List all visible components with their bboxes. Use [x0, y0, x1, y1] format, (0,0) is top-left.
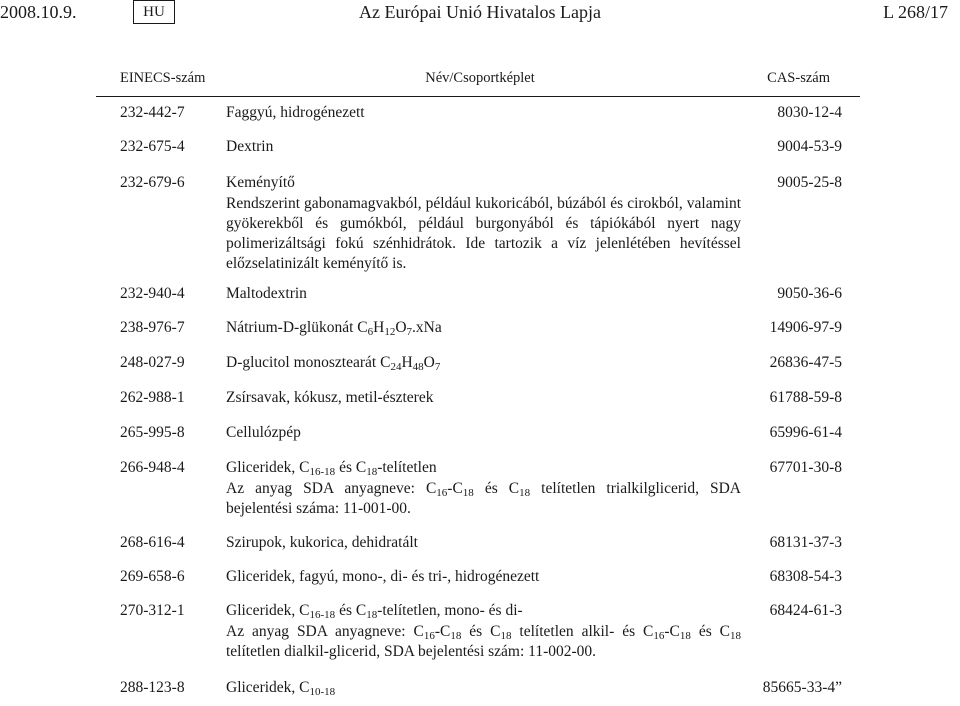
substance-name: [226, 424, 741, 442]
column-header-cas: CAS-szám: [767, 70, 830, 86]
substance-name-text: Nátrium-D-glükonát $C_6H_{12}O_7.xNa$: [226, 319, 442, 338]
einecs-number: 238-976-7: [120, 319, 185, 336]
column-header-einecs: EINECS-szám: [120, 70, 206, 86]
substance-name-text: Gliceridek, $C_{10-18}$: [226, 679, 336, 698]
substance-description: Az anyag SDA anyagneve: $C_{16}-C_{18}$ és $C_{18}$ telítetlen alkil- és $C_{16}-C_{18}$ és $C_{18}$ telítetlen dialkil-glicerid, SDA bejelentési szám: 11-002-00.: [226, 623, 741, 660]
substance-name: [226, 285, 741, 303]
substance-name: [226, 679, 741, 697]
substance-name: [226, 534, 741, 552]
cas-number: 9004-53-9: [777, 138, 842, 155]
substance-name-text: Gliceridek, $C_{16-18}$ és $C_{18}$-telítetlen: [226, 459, 437, 478]
page-number: L 268/17: [883, 2, 948, 22]
einecs-number: 265-995-8: [120, 424, 185, 441]
substance-name: [226, 459, 741, 519]
einecs-number: 269-658-6: [120, 568, 185, 585]
einecs-number: 248-027-9: [120, 354, 185, 371]
page-header: [0, 0, 960, 30]
substance-name-text: Maltodextrin: [226, 285, 307, 302]
substance-description: Az anyag SDA anyagneve: $C_{16}-C_{18}$ és $C_{18}$ telítetlen trialkilglicerid, SDA bejelentési száma: 11-001-00.: [226, 480, 742, 517]
substance-name: [226, 138, 741, 156]
table-header: [0, 70, 960, 90]
substance-name: [226, 174, 741, 274]
substance-name: [226, 319, 741, 337]
cas-number: 8030-12-4: [777, 104, 842, 121]
substance-name-text: Dextrin: [226, 138, 274, 155]
einecs-number: 266-948-4: [120, 459, 185, 476]
einecs-number: 232-675-4: [120, 138, 185, 155]
cas-number: 9050-36-6: [777, 285, 842, 302]
cas-number: 68308-54-3: [769, 568, 842, 585]
cas-number: 9005-25-8: [777, 174, 842, 191]
einecs-number: 270-312-1: [120, 602, 185, 619]
einecs-number: 268-616-4: [120, 534, 185, 551]
cas-number: 65996-61-4: [769, 424, 842, 441]
substance-name-text: Faggyú, hidrogénezett: [226, 104, 365, 121]
column-header-name: Név/Csoportképlet: [425, 70, 535, 86]
substance-name-text: Gliceridek, fagyú, mono-, di- és tri-, hidrogénezett: [226, 568, 540, 585]
substance-name-text: Cellulózpép: [226, 424, 301, 441]
cas-number: 14906-97-9: [769, 319, 842, 336]
einecs-number: 232-679-6: [120, 174, 185, 191]
cas-number: 61788-59-8: [769, 389, 842, 406]
cas-number: 85665-33-4”: [762, 679, 842, 696]
cas-number: 68424-61-3: [769, 602, 842, 619]
cas-number: 68131-37-3: [769, 534, 842, 551]
publication-date: 2008.10.9.: [0, 2, 77, 22]
substance-name-text: D-glucitol monosztearát $C_{24}H_{48}O_7$: [226, 354, 441, 373]
einecs-number: 262-988-1: [120, 389, 185, 406]
substance-description: Rendszerint gabonamagvakból, például kukoricából, búzából és cirokból, valamint gyökerekből és gumókból, például burgonyából és tápiókából nyert nagy polimerizáltsági fokú szénhidrátok. Ide tartozik a víz jelenlétében hevítéssel előzselatinizált keményítő is.: [226, 195, 741, 272]
substance-name: [226, 602, 741, 662]
einecs-number: 232-442-7: [120, 104, 185, 121]
einecs-number: 288-123-8: [120, 679, 185, 696]
substance-name-text: Szirupok, kukorica, dehidratált: [226, 534, 418, 551]
substance-name: [226, 389, 741, 407]
substance-name: [226, 568, 741, 586]
substance-name-text: Keményítő: [226, 174, 295, 191]
language-badge: HU: [133, 0, 175, 24]
substance-name: [226, 354, 741, 372]
cas-number: 67701-30-8: [769, 459, 842, 476]
substance-name-text: Gliceridek, $C_{16-18}$ és $C_{18}$-telítetlen, mono- és di-: [226, 602, 523, 621]
journal-title: Az Európai Unió Hivatalos Lapja: [359, 2, 601, 22]
einecs-number: 232-940-4: [120, 285, 185, 302]
cas-number: 26836-47-5: [769, 354, 842, 371]
substance-name-text: Zsírsavak, kókusz, metil-észterek: [226, 389, 434, 406]
header-divider: [96, 96, 860, 97]
substance-name: [226, 104, 741, 122]
